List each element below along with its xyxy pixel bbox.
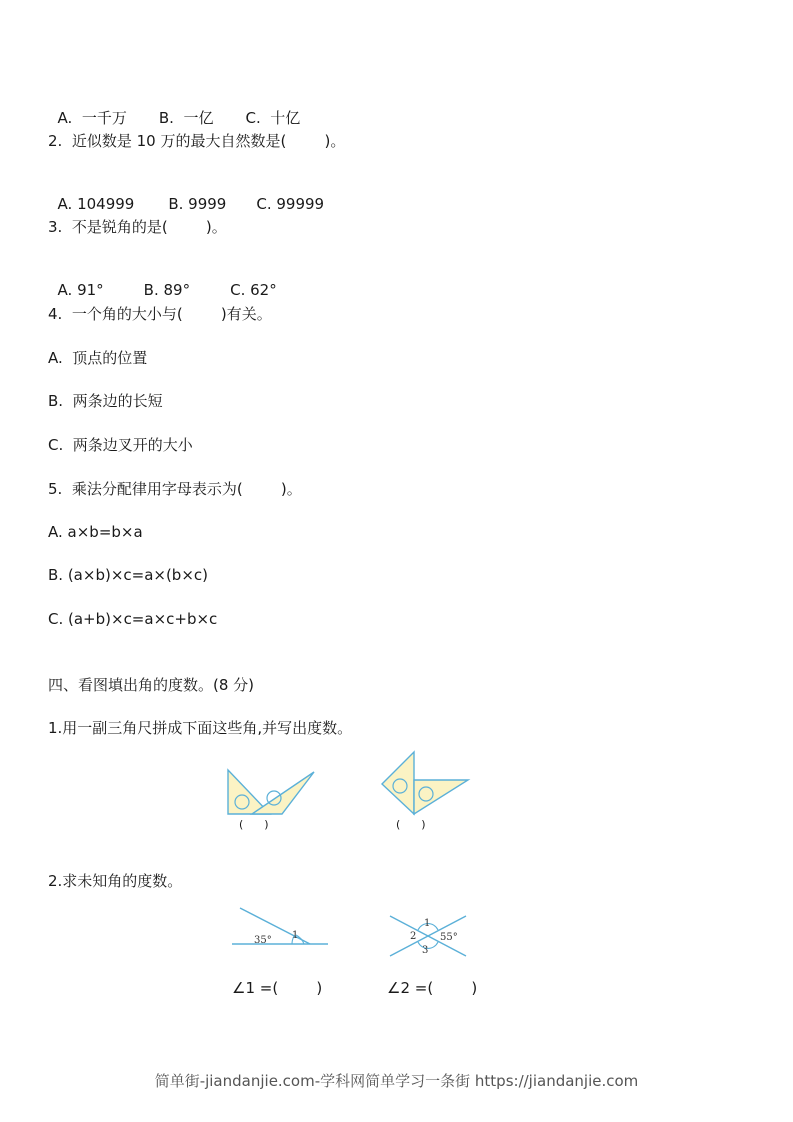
q1-options [48, 88, 300, 128]
q5-option-c: C. (a+b)×c=a×c+b×c [48, 610, 218, 628]
q3-stem: 3. 不是锐角的是( )。 [48, 218, 227, 236]
section4-sub2: 2.求未知角的度数。 [48, 872, 183, 890]
set-square-figure-2 [376, 748, 476, 818]
q3-options [48, 260, 277, 300]
q5-option-a: A. a×b=b×a [48, 523, 143, 541]
q1-option-b: B. 一亿 [158, 109, 214, 127]
q5-stem: 5. 乘法分配律用字母表示为( )。 [48, 480, 302, 498]
angle-label-bottom: 3 [422, 945, 429, 956]
answer-angle-2: ∠2 =( ) [387, 979, 478, 997]
q1-option-a: A. 一千万 [57, 109, 127, 127]
q2-stem: 2. 近似数是 10 万的最大自然数是( )。 [48, 132, 346, 150]
answer-angle-1: ∠1 =( ) [232, 979, 323, 997]
section4-title: 四、看图填出角的度数。(8 分) [48, 676, 255, 694]
q3-option-b: B. 89° [143, 281, 191, 299]
q3-option-c: C. 62° [230, 281, 277, 299]
figure-2-caption: ( ) [396, 818, 426, 831]
q4-option-c: C. 两条边叉开的大小 [48, 436, 193, 454]
page-footer: 简单街-jiandanjie.com-学科网简单学习一条街 https://jiandanjie.com [154, 1072, 639, 1090]
angle-figure-2 [386, 912, 470, 960]
figure-1-caption: ( ) [239, 818, 269, 831]
q2-option-c: C. 99999 [256, 195, 325, 213]
q4-option-a: A. 顶点的位置 [48, 349, 148, 367]
q4-stem: 4. 一个角的大小与( )有关。 [48, 305, 272, 323]
q2-options [48, 174, 324, 214]
q4-option-b: B. 两条边的长短 [48, 392, 163, 410]
angle-label-1: 1 [292, 930, 299, 941]
q5-option-b: B. (a×b)×c=a×(b×c) [48, 566, 208, 584]
angle-label-35: 35° [254, 935, 272, 946]
angle-label-top: 1 [424, 918, 431, 929]
q2-option-a: A. 104999 [57, 195, 135, 213]
section4-sub1: 1.用一副三角尺拼成下面这些角,并写出度数。 [48, 719, 353, 737]
q2-option-b: B. 9999 [168, 195, 227, 213]
angle-label-right: 55° [440, 932, 458, 943]
angle-label-left: 2 [410, 931, 417, 942]
angle-figure-1 [228, 904, 332, 950]
set-square-figure-1 [222, 762, 322, 820]
q3-option-a: A. 91° [57, 281, 104, 299]
q1-option-c: C. 十亿 [245, 109, 301, 127]
